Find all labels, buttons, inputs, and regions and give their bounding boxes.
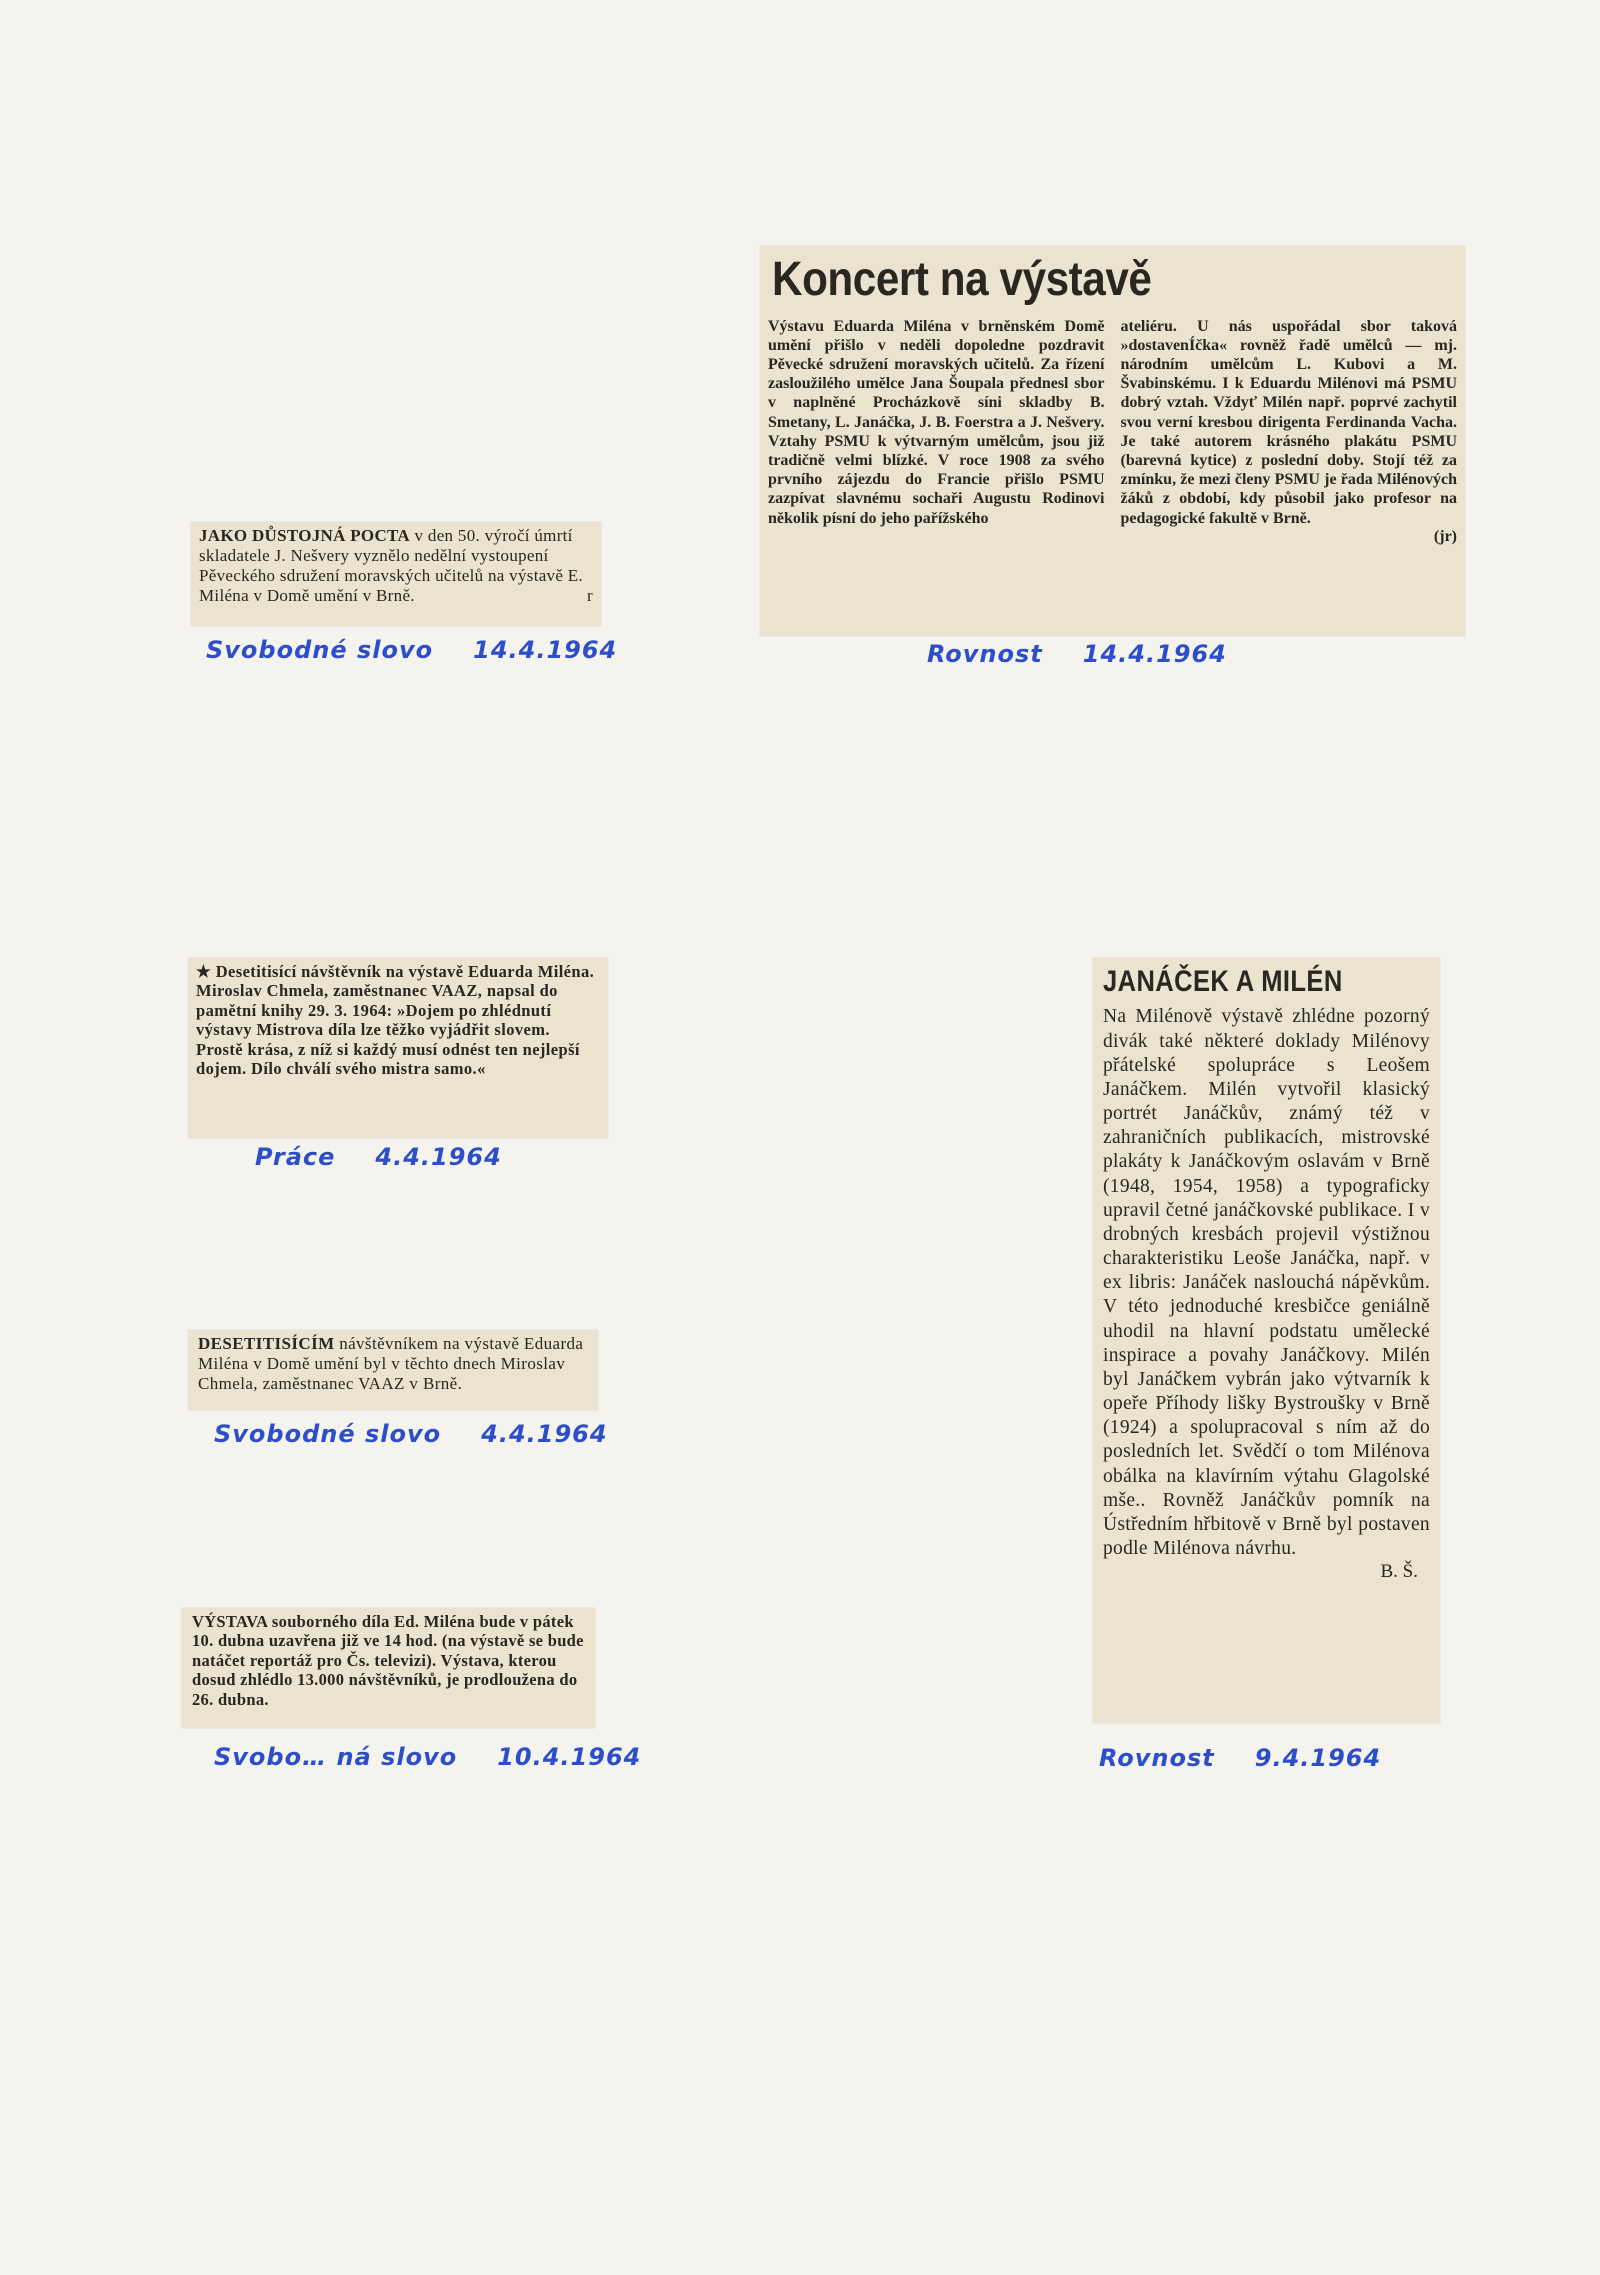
- source-date: 4.4.1964: [375, 1143, 502, 1171]
- clipping-body: souborného díla Ed. Miléna bude v pátek 10. dubna uzavřena již ve 14 hod. (na výstavě se bude natáčet reportáž pro Čs. televizi). Výstava, kterou dosud zhlédlo 13.000 návštěvníků, je prodloužena do 26. dubna.: [192, 1612, 584, 1709]
- clipping-janacek-a-milen: [1093, 958, 1440, 1723]
- source-paper: Rovnost: [927, 640, 1043, 668]
- article-headline: Koncert na výstavě: [772, 253, 1152, 306]
- article-column-left: Výstavu Eduarda Miléna v brněnském Domě umění přišlo v neděli dopoledne pozdravit Pěvecké sdružení moravských učitelů. Za řízení zasloužilého umělce Jana Šoupala přednesl sbor v naplněné Procházkově síni skladby B. Smetany, L. Janáčka, J. B. Foerstra a J. Nešvery. Vztahy PSMU k výtvarným umělcům, jsou již tradičně velmi blízké. V roce 1908 za svého prvního zájezdu do Francie přišlo PSMU zazpívat slavnému sochaři Augustu Rodinovi několik písní do jeho pařížského: [768, 317, 1105, 527]
- clipping-lead: DESETITISÍCÍM: [198, 1334, 335, 1353]
- handwritten-source-note: [1099, 1744, 1381, 1772]
- clipping-signature: (jr): [1433, 527, 1457, 545]
- source-paper: Práce: [255, 1143, 336, 1171]
- clipping-body: na výstavě Eduarda Miléna. Miroslav Chmela, zaměstnanec VAAZ, napsal do pamětní knihy 29. 3. 1964: »Dojem po zhlédnutí výstavy Mistrova díla lze těžko vyjádřit slovem. Prostě krása, z níž si každý musí odnést ten nejlepší dojem. Dílo chválí svého mistra samo.«: [196, 962, 595, 1079]
- clipping-signature: r: [587, 586, 593, 606]
- source-date: 14.4.1964: [473, 636, 618, 664]
- source-paper: Svobodné slovo: [214, 1420, 442, 1448]
- source-paper: Svobodné slovo: [206, 636, 434, 664]
- clipping-koncert-na-vystave: [760, 246, 1465, 636]
- article-column-right: ateliéru. U nás uspořádal sbor taková »dostavenÍčka« rovněž řadě umělců — mj. národním umělcům L. Kubovi a M. Švabinskému. I k Eduardu Milénovi má PSMU dobrý vztah. Vždyť Milén např. poprvé zachytil svou verní kresbou dirigenta Ferdinanda Vacha. Je také autorem krásného plakátu PSMU (barevná kytice) z poslední doby. Stojí též za zmínku, že mezi členy PSMU je řada Milénových žáků z období, kdy působil jako profesor na pedagogické fakultě v Brně.: [1120, 317, 1457, 527]
- handwritten-source-note: [214, 1743, 641, 1771]
- clipping-signature: B. Š.: [1380, 1561, 1418, 1583]
- source-date: 14.4.1964: [1082, 640, 1227, 668]
- handwritten-source-note: [206, 636, 617, 664]
- clipping-body: v den 50. výročí úmrtí skladatele J. Nešvery vyznělo nedělní vystoupení Pěveckého sdružení moravských učitelů na výstavě E. Miléna v Domě umění v Brně.: [199, 526, 583, 606]
- clipping-desetitisicim: [188, 1330, 598, 1410]
- clipping-lead: JAKO DŮSTOJNÁ POCTA: [199, 526, 410, 545]
- clipping-desetitisici-navstevnik: [188, 958, 608, 1138]
- clipping-lead: ★ Desetitisící návštěvník: [196, 962, 382, 981]
- clipping-body: návštěvníkem na výstavě Eduarda Miléna v Domě umění byl v těchto dnech Miroslav Chmela, zaměstnanec VAAZ v Brně.: [198, 1334, 584, 1394]
- handwritten-source-note: [214, 1420, 608, 1448]
- source-date: 9.4.1964: [1254, 1744, 1382, 1772]
- handwritten-source-note: [255, 1143, 502, 1171]
- handwritten-source-note: [927, 640, 1227, 668]
- source-paper: Rovnost: [1099, 1744, 1215, 1772]
- clipping-vystava-souborneho-dila: [182, 1608, 595, 1728]
- article-body: Na Milénově výstavě zhlédne pozorný divák také některé doklady Milénovy přátelské spolupráce s Leošem Janáčkem. Milén vytvořil klasický portrét Janáčkův, známý též v zahraničních publikacích, mistrovské plakáty k Janáčkovým oslavám v Brně (1948, 1954, 1958) a typograficky upravil četné janáčkovské publikace. I v drobných kresbách projevil výstižnou charakteristiku Leoše Janáčka, např. v ex libris: Janáček naslouchá nápěvkům. V této jednoduché kresbičce geniálně uhodil na hlavní podstatu umělecké inspirace a povahy Janáčkovy. Milén byl Janáčkem vybrán jako výtvarník k opeře Příhody lišky Bystroušky v Brně (1924) a spolupracoval s ním až do posledních let. Svědčí o tom Milénova obálka na klavírním výtahu Glagolské mše.. Rovněž Janáčkův pomník na Ústředním hřbitově v Brně byl postaven podle Milénova návrhu.: [1103, 1006, 1430, 1560]
- source-date: 4.4.1964: [481, 1420, 608, 1448]
- clipping-dustojna-pocta: [191, 522, 601, 626]
- clipping-lead: VÝSTAVA: [192, 1612, 268, 1631]
- source-paper: Svobo… ná slovo: [214, 1743, 458, 1771]
- source-date: 10.4.1964: [497, 1743, 642, 1771]
- article-headline: JANÁČEK A MILÉN: [1103, 965, 1343, 998]
